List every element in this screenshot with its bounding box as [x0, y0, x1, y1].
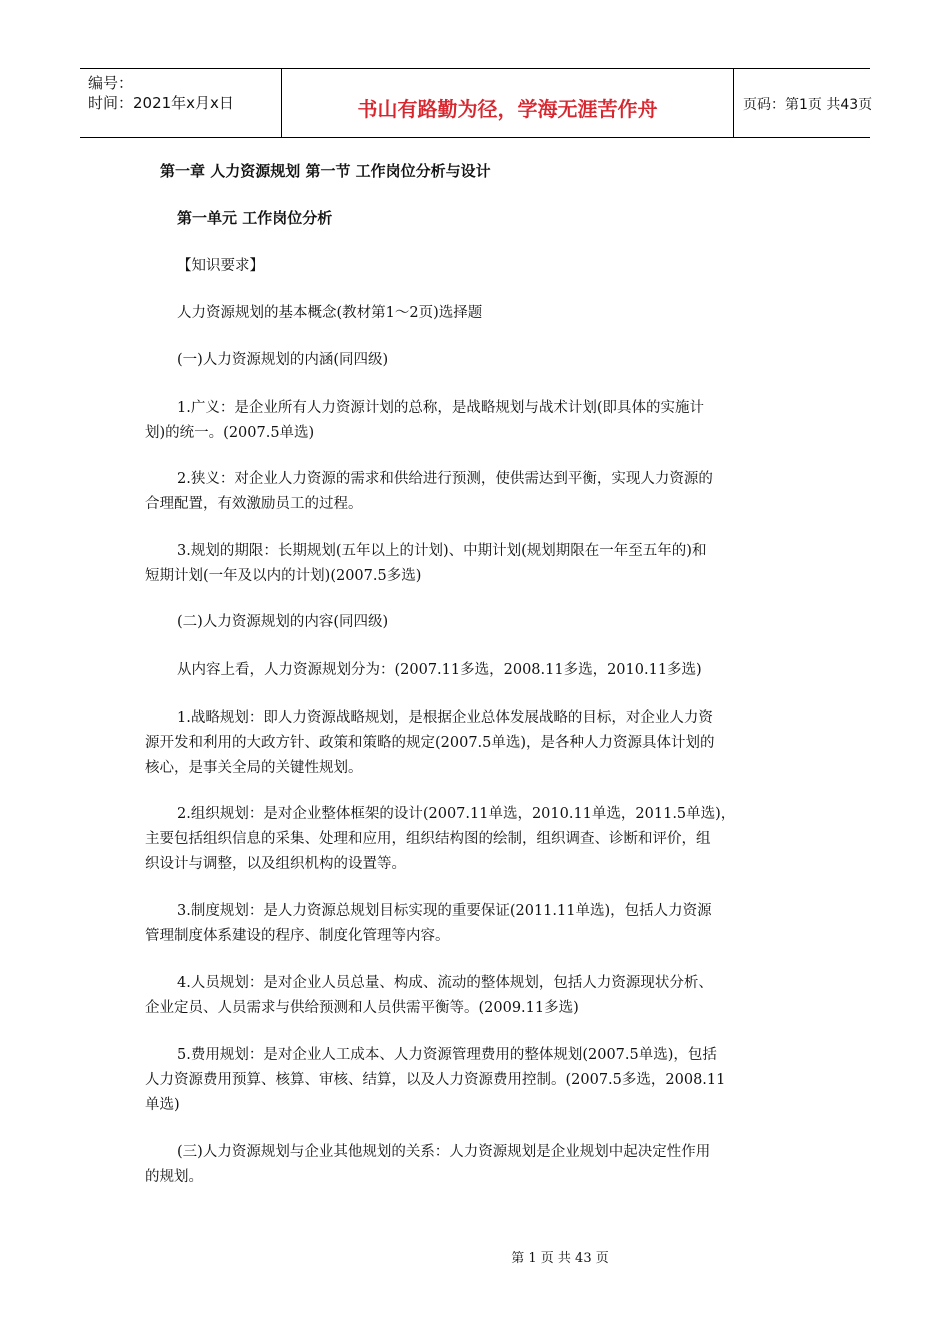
paragraph-line: 2.组织规划：是对企业整体框架的设计(2007.11单选，2010.11单选，2011.5单选)，: [177, 806, 736, 822]
header-table: [80, 68, 873, 138]
header-motto: 书山有路勤为径，学海无涯苦作舟: [357, 97, 658, 121]
paragraph-line: 合理配置，有效激励员工的过程。: [145, 496, 363, 512]
paragraph-line: 短期计划(一年及以内的计划)(2007.5多选): [145, 568, 422, 584]
chapter-heading: 第一章 人力资源规划 第一节 工作岗位分析与设计: [160, 162, 491, 180]
paragraph-line: 5.费用规划：是对企业人工成本、人力资源管理费用的整体规划(2007.5单选)，包括: [177, 1047, 717, 1063]
paragraph: 人力资源规划的基本概念(教材第1～2页)选择题: [177, 305, 483, 321]
paragraph-line: 4.人员规划：是对企业人员总量、构成、流动的整体规划，包括人力资源现状分析、: [177, 975, 713, 991]
paragraph-line: 单选): [145, 1097, 180, 1113]
section-heading: (一)人力资源规划的内涵(同四级): [177, 352, 389, 368]
paragraph: [145, 899, 809, 949]
paragraph-line: 3.制度规划：是人力资源总规划目标实现的重要保证(2011.11单选)，包括人力资源: [177, 903, 712, 919]
header-meta-cell: [80, 69, 282, 137]
paragraph: [145, 1043, 809, 1118]
paragraph: [145, 971, 809, 1021]
header-page-cell: [734, 69, 873, 137]
unit-heading: 第一单元 工作岗位分析: [177, 209, 333, 227]
paragraph-line: 3.规划的期限：长期规划(五年以上的计划)、中期计划(规划期限在一年至五年的)和: [177, 543, 707, 559]
paragraph: [145, 1140, 809, 1190]
paragraph-line: 的规划。: [145, 1169, 203, 1185]
paragraph-line: 织设计与调整，以及组织机构的设置等。: [145, 856, 406, 872]
paragraph: [145, 396, 809, 446]
paragraph-line: 企业定员、人员需求与供给预测和人员供需平衡等。(2009.11多选): [145, 1000, 579, 1016]
paragraph: [145, 802, 809, 877]
document-number-label: 编号：: [88, 74, 134, 92]
paragraph-line: (三)人力资源规划与企业其他规划的关系：人力资源规划是企业规划中起决定性作用: [177, 1144, 711, 1160]
paragraph-line: 主要包括组织信息的采集、处理和应用，组织结构图的绘制，组织调查、诊断和评价，组: [145, 831, 711, 847]
page-footer: 第 1 页 共 43 页: [511, 1251, 609, 1266]
document-time-label: 时间：2021年x月x日: [88, 94, 234, 112]
section-heading: (二)人力资源规划的内容(同四级): [177, 614, 389, 630]
header-page-info: 页码：第1页 共43页: [743, 97, 873, 113]
paragraph: [145, 539, 809, 589]
paragraph-line: 核心，是事关全局的关键性规划。: [145, 760, 363, 776]
paragraph-line: 人力资源费用预算、核算、审核、结算，以及人力资源费用控制。(2007.5多选，2008.11: [145, 1072, 726, 1088]
paragraph-line: 管理制度体系建设的程序、制度化管理等内容。: [145, 928, 450, 944]
knowledge-requirement-heading: 【知识要求】: [177, 258, 264, 274]
paragraph: [145, 467, 809, 517]
paragraph-line: 2.狭义：对企业人力资源的需求和供给进行预测，使供需达到平衡，实现人力资源的: [177, 471, 713, 487]
paragraph: [145, 706, 809, 781]
header-motto-cell: [282, 69, 734, 137]
paragraph-line: 1.战略规划：即人力资源战略规划，是根据企业总体发展战略的目标，对企业人力资: [177, 710, 713, 726]
paragraph: 从内容上看，人力资源规划分为：(2007.11多选，2008.11多选，2010.11多选): [177, 662, 702, 678]
paragraph-line: 1.广义：是企业所有人力资源计划的总称，是战略规划与战术计划(即具体的实施计: [177, 400, 704, 416]
paragraph-line: 源开发和利用的大政方针、政策和策略的规定(2007.5单选)，是各种人力资源具体计划的: [145, 735, 715, 751]
paragraph-line: 划)的统一。(2007.5单选): [145, 425, 315, 441]
